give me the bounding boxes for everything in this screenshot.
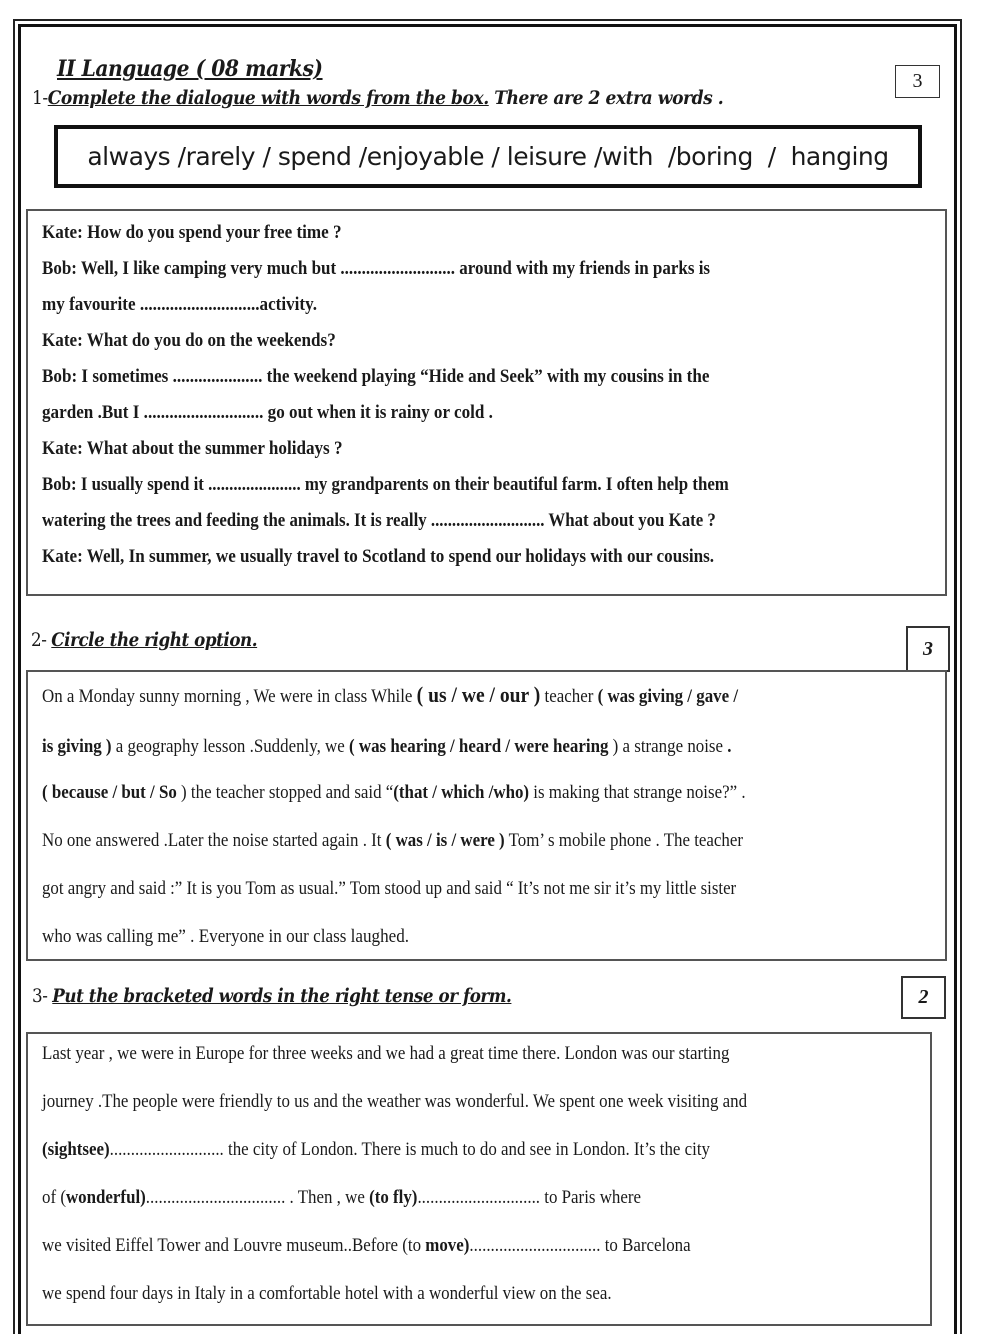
section1-instruction-rest: There are 2 extra words . <box>488 87 724 109</box>
passage-line <box>42 830 743 852</box>
section2-instruction-text: Circle the right option. <box>51 629 258 651</box>
passage-line <box>42 1235 691 1257</box>
option-group[interactable]: move) <box>425 1235 470 1256</box>
section2-marks: 3 <box>923 637 933 660</box>
passage-line <box>42 878 736 900</box>
section1-instruction-underlined: Complete the dialogue with words from the box. <box>47 87 489 109</box>
option-group[interactable]: is giving ) <box>42 736 112 757</box>
dialogue-line: my favourite ............................activity. <box>42 294 317 315</box>
passage-text: journey .The people were friendly to us and the weather was wonderful. We spent one week visiting and <box>42 1091 748 1112</box>
passage-text: a geography lesson .Suddenly, we <box>111 736 350 757</box>
dialogue-line: Kate: How do you spend your free time ? <box>42 222 342 243</box>
passage-text: Tom’ s mobile phone . The teacher <box>504 830 744 851</box>
section2-instruction <box>31 629 257 651</box>
dialogue-line: Bob: I sometimes ..................... the weekend playing “Hide and Seek” with my cousins in the <box>42 366 710 387</box>
section3-marks: 2 <box>918 986 929 1008</box>
passage-text: we visited Eiffel Tower and Louvre museum..Before (to <box>42 1235 426 1256</box>
option-group[interactable]: ( was hearing / heard / were hearing <box>349 736 609 757</box>
option-group[interactable]: (that / which /who) <box>393 782 530 803</box>
passage-text: ) the teacher stopped and said “ <box>176 782 394 803</box>
passage-line <box>42 782 746 804</box>
passage-text: teacher <box>540 686 598 707</box>
passage-line <box>42 926 409 948</box>
dialogue-line: Kate: Well, In summer, we usually travel to Scotland to spend our holidays with our cousins. <box>42 546 715 567</box>
option-group[interactable]: ( was giving / gave / <box>597 686 739 707</box>
passage-text: ) a strange noise <box>608 736 728 757</box>
section3-instruction-text: Put the bracketed words in the right tense or form. <box>52 985 512 1007</box>
dialogue-line: garden .But I ............................ go out when it is rainy or cold . <box>42 402 493 423</box>
option-group[interactable]: ( because / but / So <box>42 782 177 803</box>
option-group[interactable]: ( was / is / were ) <box>385 830 505 851</box>
circle-option-panel <box>26 670 947 961</box>
passage-text: ........................... the city of London. There is much to do and see in London. It’s the city <box>109 1139 711 1160</box>
passage-text: On a Monday sunny morning , We were in class While <box>42 686 417 707</box>
section3-instruction <box>32 985 511 1007</box>
option-group[interactable]: . <box>727 736 732 757</box>
passage-line <box>42 1139 710 1161</box>
section1-instruction <box>32 87 723 109</box>
option-group[interactable]: (to fly) <box>369 1187 418 1208</box>
dialogue-line: Kate: What do you do on the weekends? <box>42 330 336 351</box>
passage-text: of ( <box>42 1187 66 1208</box>
passage-line <box>42 736 731 758</box>
passage-line <box>42 682 738 708</box>
option-group[interactable]: wonderful) <box>65 1187 146 1208</box>
section1-marks: 3 <box>912 70 923 92</box>
passage-text: ................................. . Then , we <box>145 1187 370 1208</box>
passage-text: who was calling me” . Everyone in our class laughed. <box>42 926 410 947</box>
passage-text: we spend four days in Italy in a comfortable hotel with a wonderful view on the sea. <box>42 1283 612 1304</box>
section3-number: 3- <box>32 985 53 1007</box>
dialogue-line: Kate: What about the summer holidays ? <box>42 438 343 459</box>
dialogue-line: Bob: Well, I like camping very much but ........................... around with my friends in parks is <box>42 258 711 279</box>
passage-text: No one answered .Later the noise started again . It <box>42 830 386 851</box>
dialogue-line: Bob: I usually spend it ...................... my grandparents on their beautiful farm. I often help them <box>42 474 729 495</box>
dialogue-panel <box>26 209 947 596</box>
passage-text: ............................... to Barcelona <box>469 1235 691 1256</box>
option-group[interactable]: ( us / we / our ) <box>416 682 541 707</box>
section1-marks-box <box>895 65 940 98</box>
dialogue-line: watering the trees and feeding the animals. It is really ........................... What about you Kate ? <box>42 510 716 531</box>
passage-text: ............................. to Paris where <box>417 1187 642 1208</box>
passage-line <box>42 1187 641 1209</box>
option-group[interactable]: (sightsee) <box>42 1139 110 1160</box>
word-box-text: always /rarely / spend /enjoyable / leisure /with /boring / hanging <box>87 142 889 171</box>
passage-text: got angry and said :” It is you Tom as usual.” Tom stood up and said “ It’s not me sir it’s my little sister <box>42 878 737 899</box>
section3-marks-box <box>901 976 946 1019</box>
passage-text: is making that strange noise?” . <box>529 782 746 803</box>
section-title: II Language ( 08 marks) <box>57 56 323 82</box>
tense-form-panel <box>26 1032 932 1326</box>
passage-line <box>42 1043 729 1065</box>
passage-line <box>42 1283 612 1305</box>
section1-number: 1- <box>32 87 48 109</box>
passage-line <box>42 1091 747 1113</box>
section2-marks-box <box>906 626 950 672</box>
section2-number: 2- <box>31 629 52 651</box>
passage-text: Last year , we were in Europe for three weeks and we had a great time there. London was our starting <box>42 1043 730 1064</box>
word-box <box>54 125 922 188</box>
